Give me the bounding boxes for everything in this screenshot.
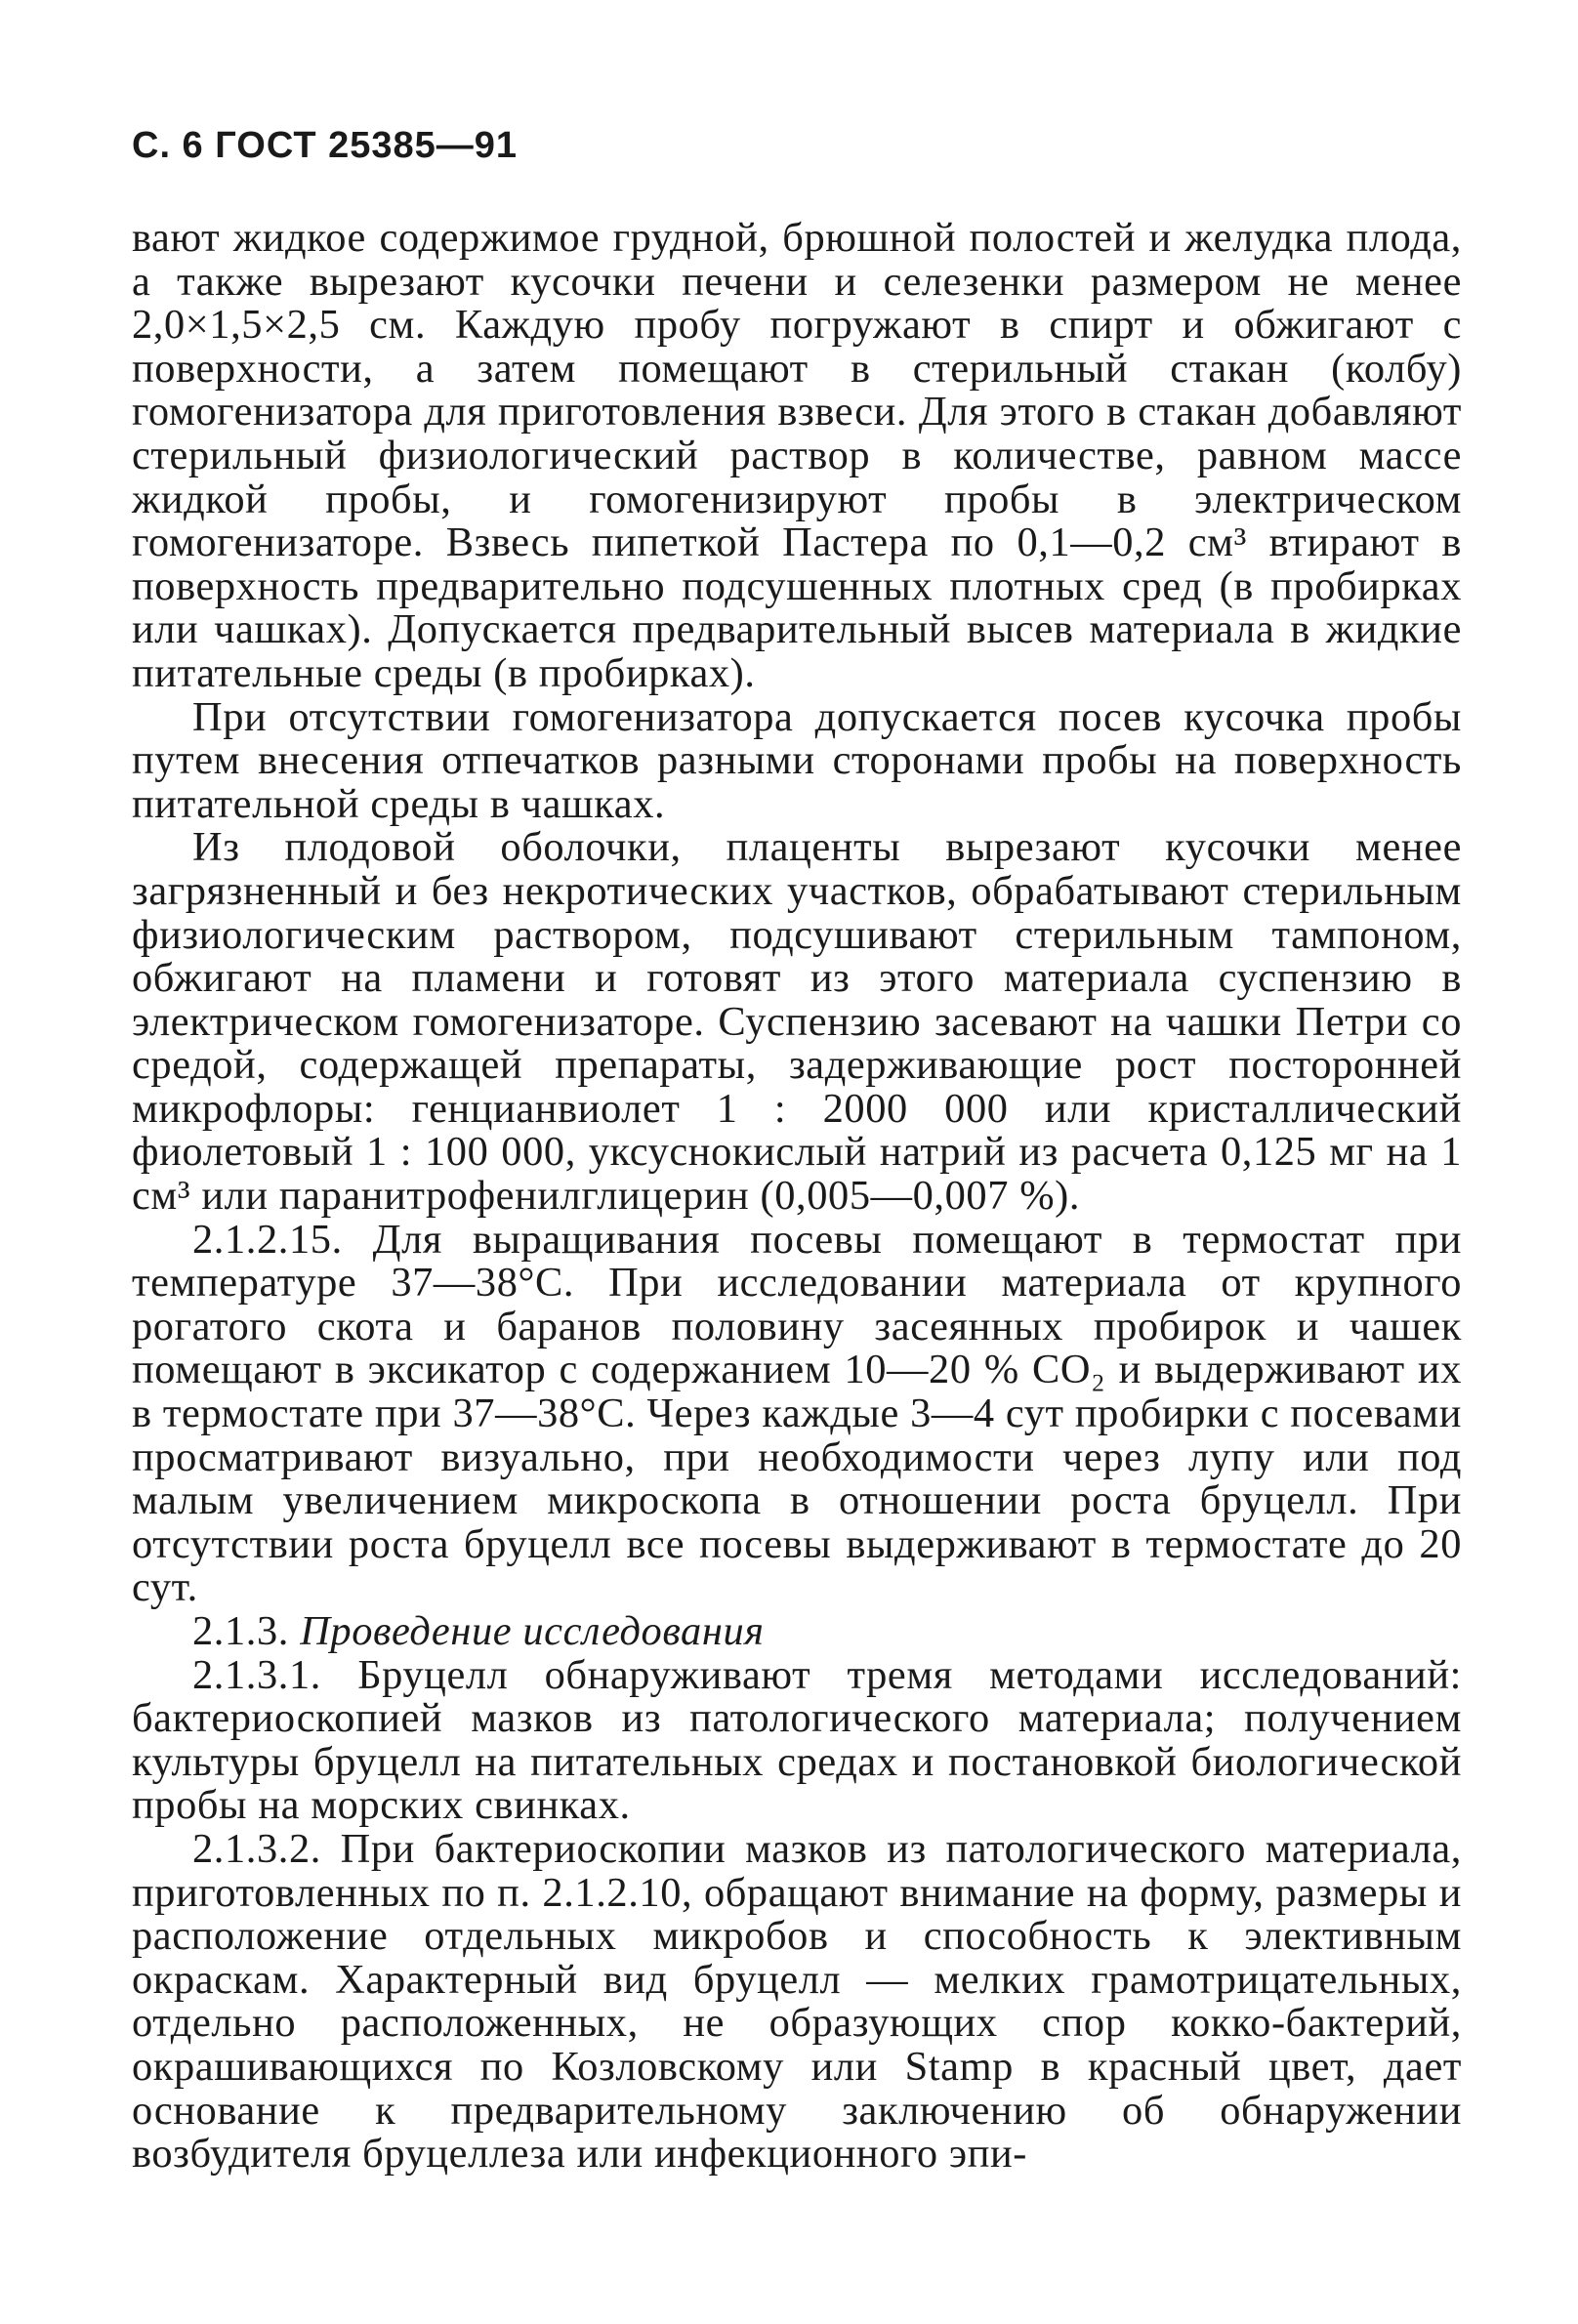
paragraph-2-1-3-2: 2.1.3.2. При бактериоскопии мазков из патологического материала, приготовленных по п. 2.1.2.10, обращают внимание на форму, размеры и расположение отдельных микробов и способность к элективным окраскам. Характерный вид бруцелл — мелких грамотрицательных, отдельно расположенных, не образующих спор кокко-бактерий, окрашивающихся по Козловскому или Stamp в красный цвет, дает основание к предварительному заключению об обнаружении возбудителя бруцеллеза или инфекционного эпи- [132,1825,1462,2178]
section-title: Проведение исследования [300,1608,765,1654]
paragraph-placenta: Из плодовой оболочки, плаценты вырезают кусочки менее загрязненный и без некротических участков, обрабатывают стерильным физиологическим раствором, подсушивают стерильным тампоном, обжигают на пламени и готовят из этого материала суспензию в электрическом гомогенизаторе. Суспензию засевают на чашки Петри со средой, содержащей препараты, задерживающие рост посторонней микрофлоры: генцианвиолет 1 : 2000 000 или кристаллический фиолетовый 1 : 100 000, уксуснокислый натрий из расчета 0,125 мг на 1 см³ или паранитрофенилглицерин (0,005—0,007 %). [132,824,1462,1220]
document-body [132,217,1462,2177]
section-heading-2-1-3 [132,1610,1462,1654]
paragraph-homogenizer-absent: При отсутствии гомогенизатора допускается посев кусочка пробы путем внесения отпечатков разными сторонами пробы на поверхность питательной среды в чашках. [132,693,1462,827]
section-number: 2.1.3. [192,1608,301,1654]
paragraph-2-1-2-15: 2.1.2.15. Для выращивания посевы помещают в термостат при температуре 37—38°С. При исследовании материала от крупного рогатого скота и баранов половину засеянных пробирок и чашек помещают в эксикатор с содержанием 10—20 % CO₂ и выдерживают их в термостате при 37—38°С. Через каждые 3—4 сут пробирки с посевами просматривают визуально, при необходимости через лупу или под малым увеличением микроскопа в отношении роста бруцелл. При отсутствии роста бруцелл все посевы выдерживают в термостате до 20 сут. [132,1216,1462,1611]
paragraph-2-1-3-1: 2.1.3.1. Бруцелл обнаруживают тремя методами исследований: бактериоскопией мазков из патологического материала; получением культуры бруцелл на питательных средах и постановкой биологической пробы на морских свинках. [132,1651,1462,1829]
page-header: С. 6 ГОСТ 25385—91 [132,125,519,166]
paragraph-continuation: вают жидкое содержимое грудной, брюшной полостей и желудка плода, а также вырезают кусочки печени и селезенки размером не менее 2,0×1,5×2,5 см. Каждую пробу погружают в спирт и обжигают с поверхности, а затем помещают в стерильный стакан (колбу) гомогенизатора для приготовления взвеси. Для этого в стакан добавляют стерильный физиологический раствор в количестве, равном массе жидкой пробы, и гомогенизируют пробы в электрическом гомогенизаторе. Взвесь пипеткой Пастера по 0,1—0,2 см³ втирают в поверхность предварительно подсушенных плотных сред (в пробирках или чашках). Допускается предварительный высев материала в жидкие питательные среды (в пробирках). [132,215,1462,696]
